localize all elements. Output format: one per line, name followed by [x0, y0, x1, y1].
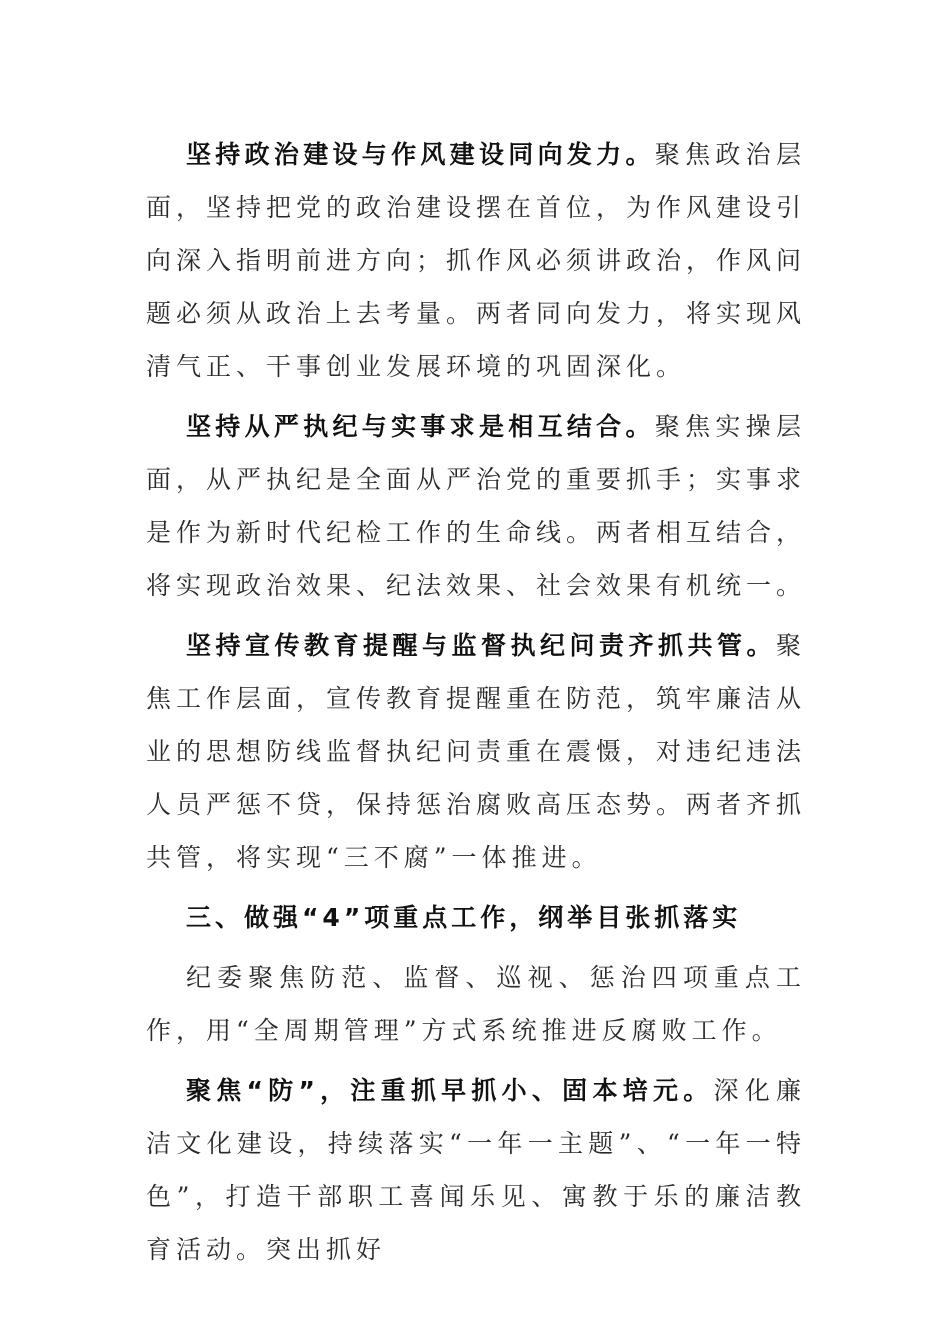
paragraph-lead: 聚焦“防”，注重抓早抓小、固本培元。: [186, 1076, 714, 1105]
paragraph-education-supervision: [146, 619, 806, 884]
paragraph-lead: 坚持从严执纪与实事求是相互结合。: [186, 412, 655, 441]
paragraph-text: 聚焦实操层面，从严执纪是全面从严治党的重要抓手；实事求是作为新时代纪检工作的生命线。两者相互结合，将实现政治效果、纪法效果、社会效果有机统一。: [146, 412, 807, 600]
paragraph-text: 聚焦工作层面，宣传教育提醒重在防范，筑牢廉洁从业的思想防线监督执纪问责重在震慑，对违纪违法人员严惩不贷，保持惩治腐败高压态势。两者齐抓共管，将实现“三不腐”一体推进。: [146, 631, 807, 872]
paragraph-text: 深化廉洁文化建设，持续落实“一年一主题”、“一年一特色”，打造干部职工喜闻乐见、寓教于乐的廉洁教育活动。突出抓好: [146, 1076, 806, 1264]
paragraph-lead: 坚持政治建设与作风建设同向发力。: [186, 140, 655, 169]
paragraph-lead: 坚持宣传教育提醒与监督执纪问责齐抓共管。: [186, 631, 776, 660]
paragraph-focus-prevention: [146, 1064, 806, 1276]
paragraph-text: 聚焦政治层面，坚持把党的政治建设摆在首位，为作风建设引向深入指明前进方向；抓作风必须讲政治，作风问题必须从政治上去考量。两者同向发力，将实现风清气正、干事创业发展环境的巩固深化。: [146, 140, 807, 381]
document-body: [146, 128, 806, 1283]
paragraph-political-building: [146, 128, 806, 393]
section-intro: 纪委聚焦防范、监督、巡视、惩治四项重点工作，用“全周期管理”方式系统推进反腐败工作。: [146, 963, 806, 1045]
paragraph-strict-discipline: [146, 400, 806, 612]
section-heading: 三、做强“4”项重点工作，纲举目张抓落实: [186, 903, 742, 932]
